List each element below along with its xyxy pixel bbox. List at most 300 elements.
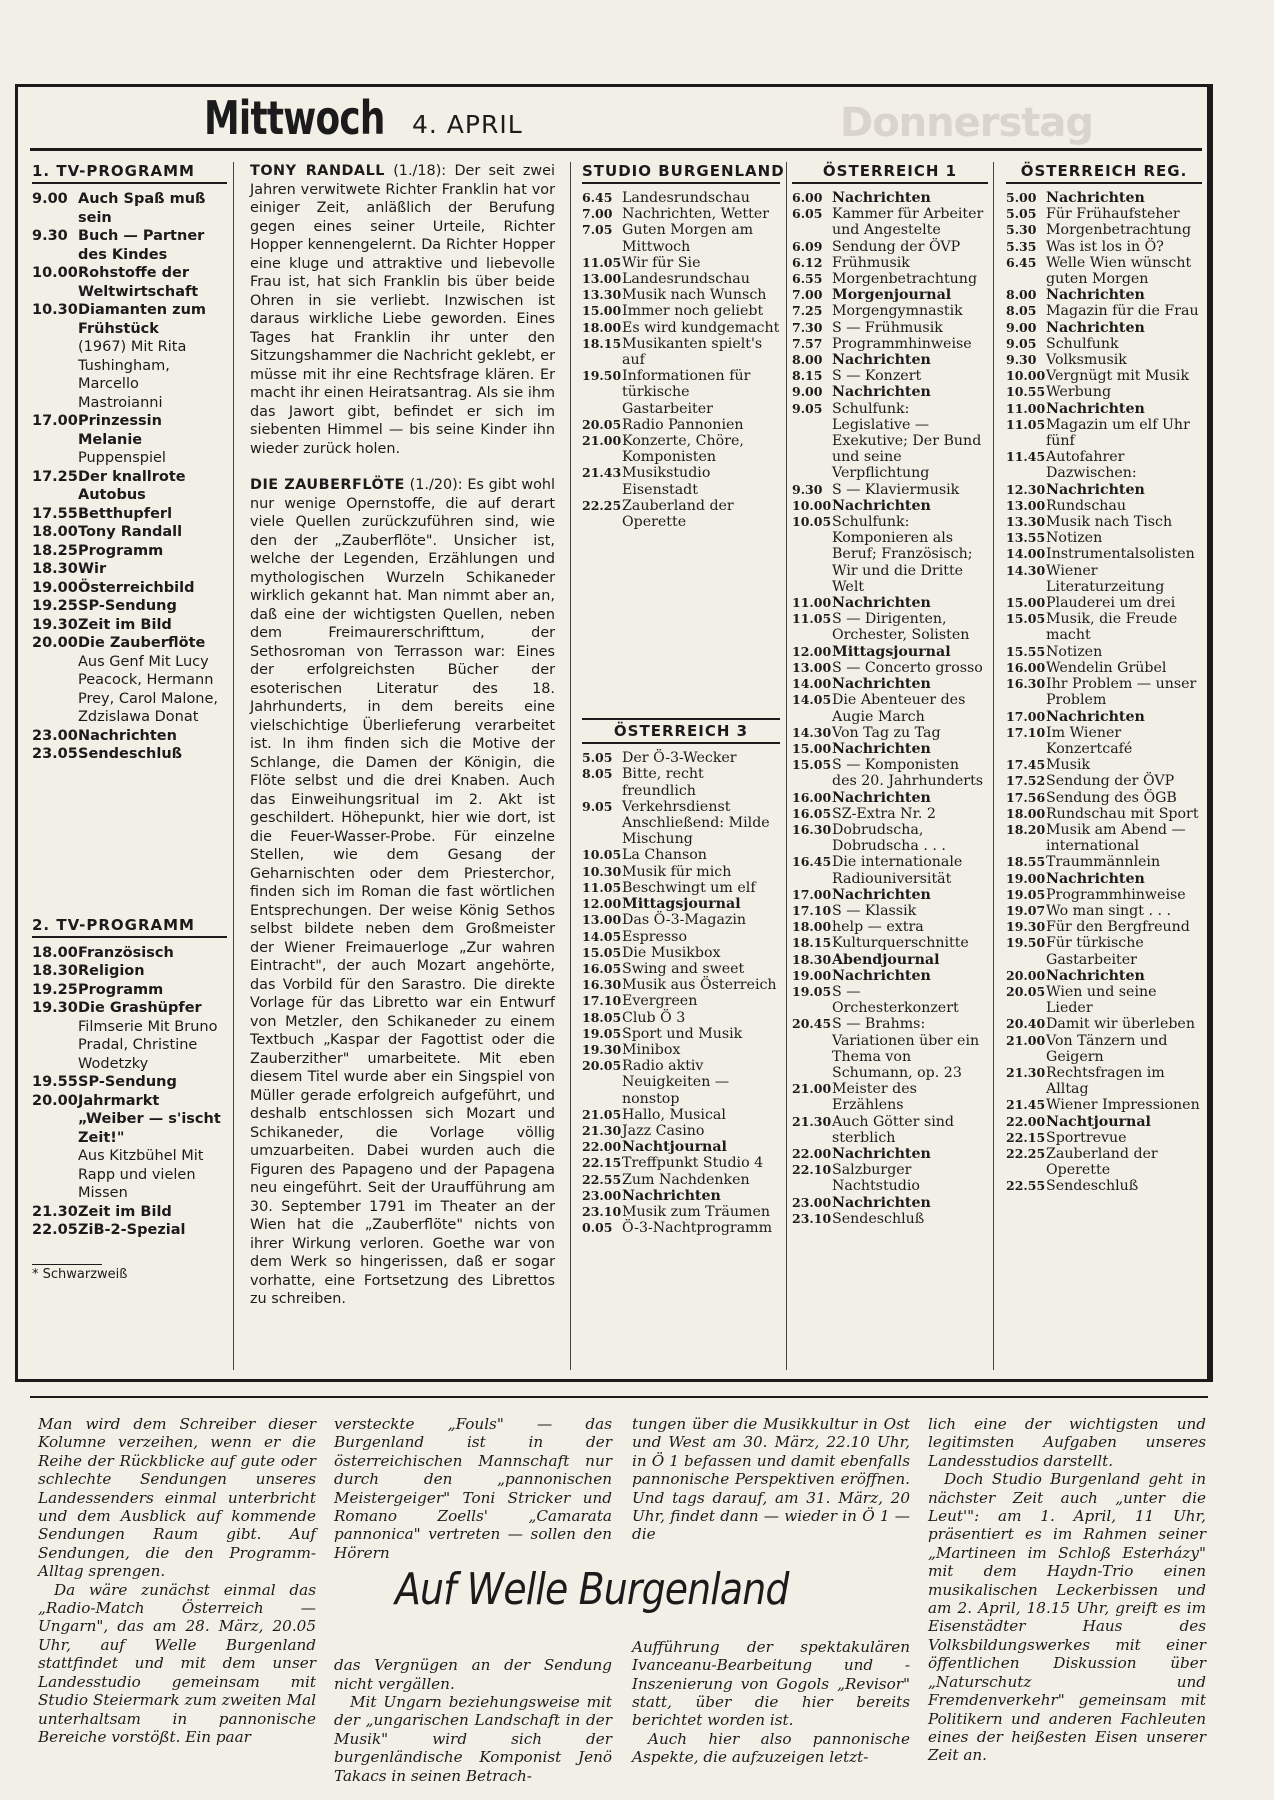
program-item — [32, 468, 227, 505]
program-time: 19.25 — [32, 598, 78, 614]
program-title: Mittagsjournal — [622, 896, 741, 913]
program-title: SP-Sendung — [78, 1074, 177, 1090]
program-item — [32, 745, 227, 764]
program-time: 21.43 — [582, 465, 622, 481]
program-time: 21.30 — [582, 1122, 622, 1138]
program-item — [792, 271, 988, 287]
program-item — [582, 864, 780, 880]
program-title: Musik, die Freude macht — [1046, 611, 1178, 644]
program-title: Nachrichten — [1046, 287, 1145, 304]
program-title: Meister des Erzählens — [832, 1081, 917, 1114]
program-time: 18.25 — [32, 542, 78, 559]
program-item — [1006, 482, 1202, 498]
program-time: 19.30 — [32, 1000, 78, 1016]
program-time: 6.55 — [792, 271, 823, 287]
program-title: Nachrichten — [832, 1145, 931, 1162]
program-time: 14.05 — [792, 692, 832, 708]
program-time: 20.45 — [792, 1016, 832, 1032]
program-item — [1006, 303, 1202, 319]
program-time: 15.00 — [582, 303, 622, 319]
program-time: 8.00 — [1006, 287, 1037, 303]
program-time: 17.10 — [582, 993, 622, 1009]
column-text-1 — [38, 1415, 316, 1746]
program-time: 14.30 — [792, 724, 832, 740]
program-item — [792, 806, 988, 822]
program-time: 11.05 — [792, 611, 832, 627]
program-item — [792, 1016, 988, 1081]
program-item — [582, 799, 780, 848]
program-item — [792, 498, 988, 514]
program-item — [582, 896, 780, 912]
program-title: Die Grashüpfer — [78, 1000, 202, 1016]
program-item — [792, 190, 988, 206]
program-time: 18.20 — [1006, 821, 1046, 837]
program-item — [792, 595, 988, 611]
program-title: Nachrichten — [832, 886, 931, 903]
program-item — [792, 1146, 988, 1162]
oereg-heading: ÖSTERREICH REG. — [1006, 162, 1202, 184]
program-time: 23.00 — [582, 1187, 622, 1203]
bleedthrough: Donnerstag — [840, 100, 1094, 146]
program-time: 19.30 — [582, 1041, 622, 1057]
article-randall-ref: (1./18): — [393, 163, 447, 179]
program-item — [792, 676, 988, 692]
program-title: Nachrichten — [832, 789, 931, 806]
program-time: 18.15 — [792, 935, 832, 951]
program-time: 17.55 — [32, 505, 78, 522]
program-title: Schulfunk: Legislative — Exekutive; Der Bund und seine Verpflichtung — [832, 400, 982, 482]
program-item — [792, 644, 988, 660]
tv-column — [32, 162, 227, 1282]
program-time: 16.00 — [792, 789, 832, 805]
program-title: Swing and sweet — [622, 960, 745, 977]
program-item — [792, 935, 988, 951]
header-rule — [30, 148, 1202, 151]
program-item — [1006, 725, 1202, 757]
program-item — [792, 822, 988, 854]
program-title: Salzburger Nachtstudio — [832, 1162, 920, 1195]
program-title: Sport und Musik — [622, 1025, 743, 1042]
program-time: 22.15 — [582, 1155, 622, 1171]
program-title: Beschwingt um elf — [622, 879, 756, 896]
program-title: Club Ö 3 — [622, 1009, 686, 1026]
program-title: Kammer für Arbeiter und Angestelte — [832, 206, 984, 239]
program-item — [32, 981, 227, 1000]
tv1-list — [32, 190, 227, 764]
program-time: 22.05 — [32, 1222, 78, 1238]
program-title: Musikstudio Eisenstadt — [622, 465, 711, 498]
program-time: 10.30 — [32, 302, 78, 318]
program-title: Minibox — [622, 1041, 681, 1058]
program-time: 23.00 — [32, 727, 78, 744]
program-title: S — Concerto grosso — [832, 659, 983, 676]
program-item — [1006, 530, 1202, 546]
column-p1: Man wird dem Schreiber dieser Kolumne verzeihen, wenn er die Reihe der Rückblicke auf gute oder schlechte Sendungen unseres Landessenders einmal unterbricht und dem Ausblick auf kommende Sendungen Raum gibt. Auf Sendungen, die den Programm-Alltag sprengen. — [38, 1415, 316, 1581]
program-item — [792, 1081, 988, 1113]
program-title: Sendung des ÖGB — [1046, 789, 1177, 806]
program-time: 18.00 — [792, 919, 832, 935]
program-time: 18.30 — [32, 561, 78, 577]
program-item — [792, 482, 988, 498]
program-time: 14.00 — [1006, 546, 1046, 562]
program-item — [792, 287, 988, 303]
program-item — [1006, 546, 1202, 562]
program-time — [32, 653, 78, 727]
program-title: Wo man singt . . . — [1046, 902, 1172, 919]
article-randall — [250, 162, 555, 458]
program-title: Nachrichten — [832, 384, 931, 401]
article-zauber-title: DIE ZAUBERFLÖTE — [250, 477, 405, 493]
program-time: 21.05 — [582, 1106, 622, 1122]
program-item — [32, 1147, 227, 1203]
program-item — [1006, 854, 1202, 870]
program-item — [32, 962, 227, 981]
program-time: 19.30 — [32, 616, 78, 633]
program-time: 13.55 — [1006, 530, 1046, 546]
program-title: Wir für Sie — [622, 254, 701, 271]
program-time: 17.00 — [1006, 708, 1046, 724]
program-item — [792, 790, 988, 806]
program-title: Traummännlein — [1046, 854, 1161, 871]
program-time: 21.00 — [1006, 1032, 1046, 1048]
program-time: 5.30 — [1006, 222, 1037, 238]
program-item — [792, 741, 988, 757]
program-title: Nachrichten — [832, 740, 931, 757]
program-time: 11.00 — [1006, 400, 1046, 416]
program-item — [32, 1092, 227, 1111]
program-time: 21.00 — [792, 1081, 832, 1097]
program-title: Nachrichten — [832, 1194, 931, 1211]
program-item — [582, 1042, 780, 1058]
program-time: 18.00 — [32, 944, 78, 961]
program-title: Nachrichten — [832, 595, 931, 612]
program-title: Jazz Casino — [622, 1122, 705, 1139]
program-item — [1006, 206, 1202, 222]
program-item — [1006, 773, 1202, 789]
column-rule — [30, 1396, 1208, 1398]
program-title: Zum Nachdenken — [622, 1171, 750, 1188]
program-title: Im Wiener Konzertcafé — [1046, 724, 1133, 757]
program-title: Nachrichten — [1046, 190, 1145, 206]
program-item — [32, 560, 227, 579]
program-item — [582, 271, 780, 287]
program-time: 18.00 — [1006, 805, 1046, 821]
program-item — [792, 611, 988, 643]
program-item — [582, 1204, 780, 1220]
oe1-column — [792, 162, 988, 1227]
program-title: Welle Wien wünscht guten Morgen — [1046, 254, 1192, 288]
program-time: 23.00 — [792, 1194, 832, 1210]
program-time: 19.07 — [1006, 902, 1046, 918]
program-time: 20.00 — [32, 1092, 78, 1109]
program-title: Rundschau mit Sport — [1046, 805, 1199, 822]
program-title: Was ist los in Ö? — [1046, 238, 1164, 255]
program-title: Treffpunkt Studio 4 — [622, 1155, 764, 1172]
program-title: Wiener Literaturzeitung — [1046, 562, 1165, 595]
program-title: Musik — [1046, 757, 1091, 774]
program-title: Dobrudscha, Dobrudscha . . . — [832, 821, 946, 855]
program-title: Zeit im Bild — [78, 1203, 172, 1220]
program-title: S — Orchesterkonzert — [832, 983, 959, 1017]
program-time: 19.50 — [1006, 935, 1046, 951]
program-time: 16.45 — [792, 854, 832, 870]
program-time: 16.00 — [1006, 659, 1046, 675]
program-time: 17.10 — [792, 902, 832, 918]
program-time: 20.00 — [32, 635, 78, 651]
program-item — [32, 1203, 227, 1222]
program-title: Abendjournal — [832, 951, 940, 968]
program-time: 22.15 — [1006, 1129, 1046, 1145]
program-time: 15.55 — [1006, 643, 1046, 659]
program-title: Zauberland der Operette — [1046, 1145, 1158, 1179]
program-item — [32, 597, 227, 616]
program-item — [582, 750, 780, 766]
column-p6: Auch hier also pannonische Aspekte, die aufzuzeigen letzt- — [632, 1729, 910, 1767]
program-time: 8.05 — [582, 766, 613, 782]
program-title: Instrumentalsolisten — [1046, 546, 1195, 563]
program-item — [792, 903, 988, 919]
program-title: Frühmusik — [832, 254, 910, 271]
program-title: Bitte, recht freundlich — [622, 766, 704, 799]
program-time: 22.55 — [1006, 1178, 1046, 1194]
program-title: Mittagsjournal — [832, 643, 951, 660]
column-p2: Da wäre zunächst einmal das „Radio-Match Österreich — Ungarn", das am 28. März, 20.05 Uhr, auf Welle Burgenland stattfindet und mit dem unser Landesstudio gemeinsam mit Studio Steiermark zum zweiten Mal unterhaltsam in pannonische Bereiche vorstößt. Ein paar — [38, 1580, 316, 1746]
program-item — [1006, 1114, 1202, 1130]
program-time: 10.00 — [32, 265, 78, 281]
program-item — [582, 1026, 780, 1042]
program-time: 5.05 — [1006, 206, 1037, 222]
program-item — [792, 887, 988, 903]
program-item — [1006, 1178, 1202, 1194]
program-title: Ihr Problem — unser Problem — [1046, 676, 1197, 709]
program-title: Buch — Partner des Kindes — [78, 228, 205, 263]
program-time: 22.25 — [582, 497, 622, 513]
program-item — [32, 301, 227, 338]
program-title: Nachrichten — [832, 190, 931, 206]
program-item — [582, 222, 780, 254]
program-time: 6.45 — [582, 190, 613, 205]
program-item — [582, 977, 780, 993]
program-item — [582, 912, 780, 928]
program-title: Musik nach Tisch — [1046, 514, 1173, 531]
article-randall-title: TONY RANDALL — [250, 163, 385, 179]
program-time: 19.00 — [32, 579, 78, 596]
program-title: Es wird kundgemacht — [622, 319, 780, 336]
program-title: Magazin für die Frau — [1046, 303, 1199, 320]
program-item — [1006, 514, 1202, 530]
program-item — [792, 255, 988, 271]
program-title: Wien und seine Lieder — [1046, 983, 1157, 1017]
program-time: 14.30 — [1006, 562, 1046, 578]
column-p3a: versteckte „Fouls" — das Burgenland ist in der österreichischen Mannschaft nur durch den „pannonischen Meistergeiger" Toni Stricker und Romano Zoells' „Camarata pannonica" vertreten — sollen den Hörern — [334, 1415, 612, 1562]
program-title: Guten Morgen am Mittwoch — [622, 222, 754, 255]
program-item — [1006, 806, 1202, 822]
program-item — [582, 1107, 780, 1123]
program-item — [1006, 336, 1202, 352]
program-item — [792, 401, 988, 482]
program-title: Musik am Abend — international — [1046, 821, 1186, 855]
program-time: 13.30 — [582, 287, 622, 303]
program-time: 15.05 — [792, 757, 832, 773]
program-time: 5.35 — [1006, 238, 1037, 254]
program-item — [792, 514, 988, 595]
program-time: 9.30 — [1006, 352, 1037, 368]
program-item — [32, 1221, 227, 1240]
program-time: 15.00 — [1006, 595, 1046, 611]
program-item — [32, 505, 227, 524]
day-title: Mittwoch — [204, 91, 385, 145]
program-title: Zauberland der Operette — [622, 497, 734, 531]
program-title: SP-Sendung — [78, 598, 177, 614]
program-title: Programm — [78, 542, 164, 559]
program-title: Auch Spaß muß sein — [78, 191, 206, 226]
column-p8: Doch Studio Burgenland geht in nächster Zeit auch „unter die Leut'": am 1. April, 11 Uhr, präsentiert es im Rahmen seiner „Martineen im Schloß Esterházy" mit dem Haydn-Trio einen musikalischen Leckerbissen und am 2. April, 18.15 Uhr, greift es im Eisenstädter Haus des Volksbildungswerkes mit einer öffentlichen Diskussion über „Naturschutz und Fremdenverkehr" gemeinsam mit Politikern und anderen Fachleuten eines der heißesten Eisen unserer Zeit an. — [928, 1470, 1206, 1765]
program-time: 14.05 — [582, 928, 622, 944]
program-time: 22.00 — [1006, 1113, 1046, 1129]
program-time — [32, 449, 78, 468]
program-time: 9.05 — [792, 400, 823, 416]
program-time: 19.05 — [582, 1025, 622, 1041]
program-item — [1006, 822, 1202, 854]
program-title: Musik aus Österreich — [622, 977, 777, 994]
program-time: 16.30 — [582, 977, 622, 993]
program-item — [582, 929, 780, 945]
program-title: Auch Götter sind sterblich — [832, 1113, 954, 1146]
program-time: 18.30 — [792, 951, 832, 967]
program-title: Vergnügt mit Musik — [1046, 368, 1190, 385]
program-item — [1006, 790, 1202, 806]
program-item — [582, 368, 780, 417]
program-title: Morgenbetrachtung — [832, 271, 978, 288]
program-time: 11.05 — [582, 879, 622, 895]
program-title: Verkehrsdienst Anschließend: Milde Mischung — [622, 798, 770, 848]
program-title: La Chanson — [622, 847, 707, 864]
program-item — [582, 336, 780, 368]
program-title: S — Frühmusik — [832, 319, 943, 336]
program-time: 18.00 — [582, 319, 622, 335]
program-item — [792, 660, 988, 676]
program-title: Aus Genf Mit Lucy Peacock, Hermann Prey, Carol Malone, Zdzislawa Donat — [78, 653, 219, 725]
program-time: 10.05 — [792, 514, 832, 530]
program-time: 9.05 — [1006, 335, 1037, 351]
program-title: Landesrundschau — [622, 190, 750, 206]
program-time: 13.30 — [1006, 514, 1046, 530]
program-time: 18.15 — [582, 335, 622, 351]
program-time: 22.00 — [582, 1139, 622, 1155]
program-item — [792, 919, 988, 935]
program-title: Die Zauberflöte — [78, 635, 206, 651]
program-item — [582, 287, 780, 303]
program-time — [32, 1110, 78, 1147]
program-time: 9.00 — [792, 384, 823, 400]
program-item — [792, 854, 988, 886]
program-time: 17.52 — [1006, 773, 1046, 789]
program-item — [32, 338, 227, 412]
column-text-4 — [928, 1415, 1206, 1765]
program-time: 9.05 — [582, 798, 613, 814]
program-time: 11.00 — [792, 595, 832, 611]
program-item — [582, 993, 780, 1009]
program-item — [32, 653, 227, 727]
program-item — [582, 433, 780, 465]
program-time: 21.00 — [582, 433, 622, 449]
program-time: 8.05 — [1006, 303, 1037, 319]
program-title: Radio aktiv Neuigkeiten — nonstop — [622, 1058, 730, 1107]
program-title: Die Abenteuer des Augie March — [832, 692, 966, 725]
program-time: 10.30 — [582, 863, 622, 879]
program-item — [582, 1010, 780, 1026]
program-item — [792, 336, 988, 352]
program-time: 23.10 — [582, 1203, 622, 1219]
program-time: 7.30 — [792, 319, 823, 335]
program-time: 19.05 — [1006, 886, 1046, 902]
program-item — [32, 616, 227, 635]
program-time: 17.00 — [792, 886, 832, 902]
program-title: Morgenbetrachtung — [1046, 222, 1192, 239]
program-time: 19.25 — [32, 981, 78, 998]
column-divider — [993, 162, 994, 1370]
program-time: 6.12 — [792, 254, 823, 270]
program-time: 18.05 — [582, 1009, 622, 1025]
program-time: 6.45 — [1006, 254, 1037, 270]
program-item — [792, 384, 988, 400]
program-item — [792, 757, 988, 789]
program-item — [1006, 871, 1202, 887]
program-time: 21.30 — [792, 1113, 832, 1129]
program-title: S — Komponisten des 20. Jahrhunderts — [832, 757, 984, 790]
article-zauber-ref: (1./20): — [409, 477, 463, 493]
program-title: Sendung der ÖVP — [1046, 773, 1175, 790]
program-item — [1006, 287, 1202, 303]
program-title: Für Frühaufsteher — [1046, 206, 1180, 223]
program-item — [32, 634, 227, 653]
program-time: 10.55 — [1006, 384, 1046, 400]
program-time: 21.30 — [32, 1203, 78, 1220]
program-title: Evergreen — [622, 993, 698, 1010]
program-title: Nachrichten — [1046, 870, 1145, 887]
program-item — [582, 255, 780, 271]
program-item — [32, 1018, 227, 1074]
program-item — [32, 1073, 227, 1092]
program-time: 22.55 — [582, 1171, 622, 1187]
program-time: 19.50 — [582, 368, 622, 384]
program-time: 11.05 — [582, 254, 622, 270]
program-time: 18.30 — [32, 963, 78, 979]
program-time: 20.05 — [582, 416, 622, 432]
program-time: 8.15 — [792, 368, 823, 384]
program-title: Konzerte, Chöre, Komponisten — [622, 433, 744, 466]
column-divider — [570, 162, 571, 1370]
program-title: Jahrmarkt — [78, 1092, 160, 1109]
program-time: 12.00 — [582, 896, 622, 912]
program-time: 15.00 — [792, 740, 832, 756]
program-title: Plauderei um drei — [1046, 595, 1176, 612]
program-item — [1006, 1146, 1202, 1178]
program-time: 19.00 — [792, 967, 832, 983]
program-title: Von Tag zu Tag — [832, 724, 941, 741]
program-time: 16.30 — [792, 821, 832, 837]
program-item — [582, 1172, 780, 1188]
program-time: 9.00 — [32, 191, 68, 207]
program-title: S — Dirigenten, Orchester, Solisten — [832, 611, 970, 644]
program-item — [1006, 1016, 1202, 1032]
program-title: (1967) Mit Rita Tushingham, Marcello Mastroianni — [78, 339, 187, 411]
program-time: 20.05 — [1006, 983, 1046, 999]
program-item — [792, 303, 988, 319]
program-time: 21.45 — [1006, 1097, 1046, 1113]
program-time: 8.00 — [792, 352, 823, 368]
program-item — [792, 725, 988, 741]
